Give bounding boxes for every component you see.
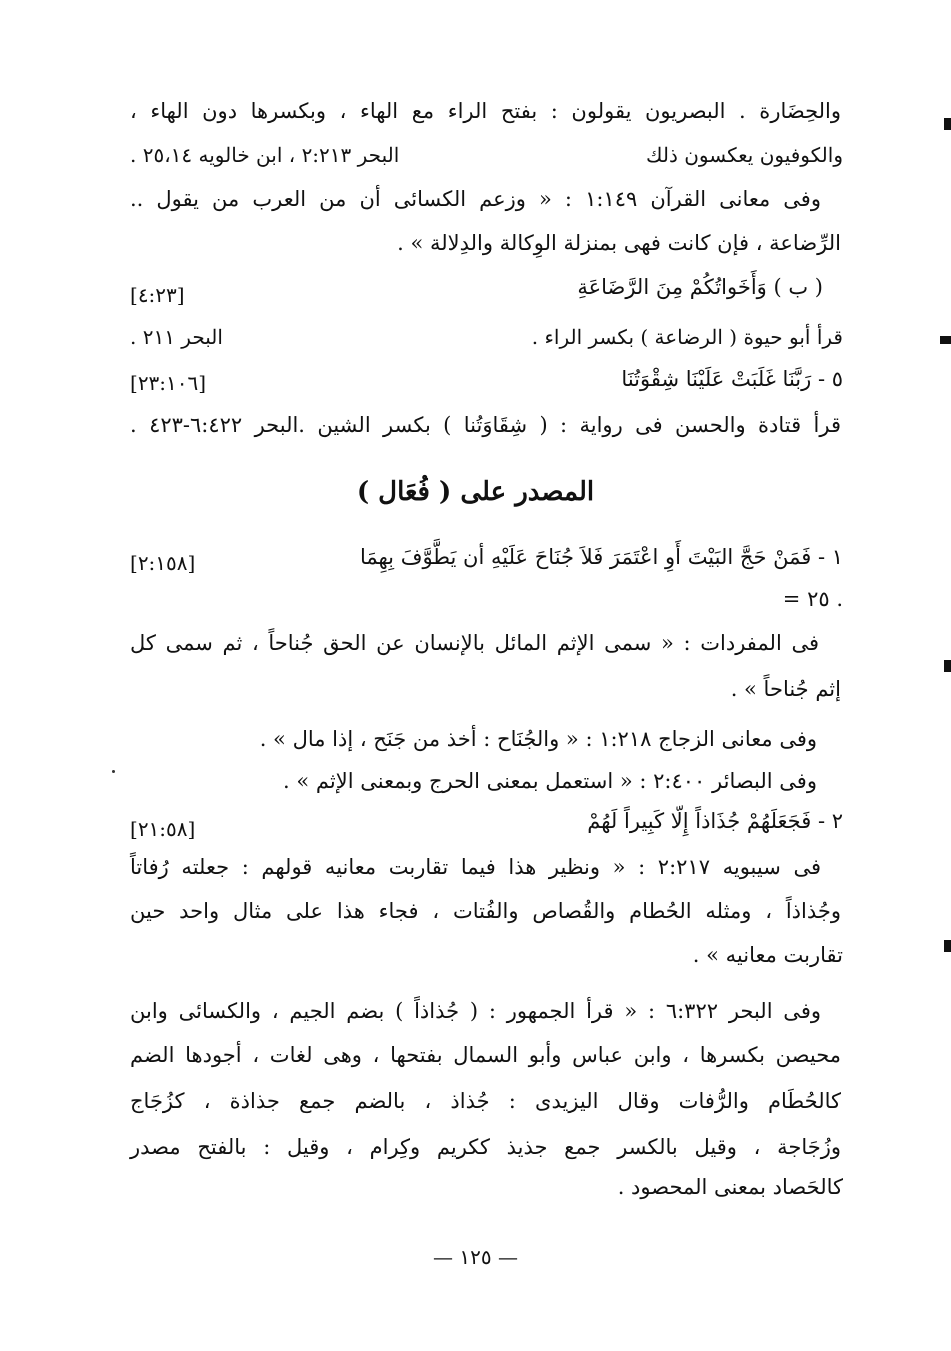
text-line: كالحَصاد بمعنى المحصود . xyxy=(617,1175,843,1199)
text-line: تقاربت معانيه » . xyxy=(692,943,843,967)
quran-verse: ٢ - فَجَعَلَهُمْ جُذَاذاً إِلّا كَبِيراً لَهُمْ xyxy=(587,809,843,833)
citation: البحر ٢١١ . xyxy=(130,325,223,349)
scan-mark xyxy=(944,660,951,672)
text-line: = ٢٥ . xyxy=(782,587,843,611)
text-line: فى سيبويه ٢:٢١٧ : « ونظير هذا فيما تقاربت معانيه قولهم : جعلته رُفاتاً xyxy=(130,855,821,879)
text-line: وفى معانى القرآن ١:١٤٩ : « وزعم الكسائى أن من العرب من يقول .. xyxy=(130,187,821,211)
verse-reference: [٤:٢٣] xyxy=(130,283,185,307)
scan-mark xyxy=(944,118,951,130)
text-line: وفى معانى الزجاج ١:٢١٨ : « والجُنَاح : أخذ من جَنَح ، إذا مال » . xyxy=(259,727,817,751)
scan-mark xyxy=(944,940,951,952)
verse-reference: [٢٣:١٠٦] xyxy=(130,371,207,395)
text-line: الرِّضاعة ، فإن كانت فهى بمنزلة الوِكالة والدِلالة » . xyxy=(397,231,841,255)
quran-verse: ٥ - رَبَّنَا غَلَبَتْ عَلَيْنَا شِقْوَتُنَا xyxy=(621,367,843,391)
scan-speck xyxy=(112,770,115,773)
text-line: قرأ أبو حيوة ( الرضاعة ) بكسر الراء . xyxy=(531,325,843,349)
text-line: كالحُطَام والرُّفات وقال اليزيدى : جُذاذ ، بالضم جمع جذاذة ، كزُجَاج xyxy=(130,1089,841,1113)
scan-mark xyxy=(940,336,951,344)
quran-verse: ١ - فَمَنْ حَجَّ البَيْتَ أَوِ اعْتَمَرَ فَلاَ جُنَاحَ عَلَيْهِ أن يَطَّوَّفَ بِهِمَا xyxy=(359,545,843,569)
text-line: إثم جُناحاً » . xyxy=(730,677,841,701)
text-line: وفى البحر ٦:٣٢٢ : « قرأ الجمهور : ( جُذاذاً ) بضم الجيم ، والكسائى وابن xyxy=(130,999,821,1023)
text-line: وفى البصائر ٢:٤٠٠ : « استعمل بمعنى الحرج وبمعنى الإثم » . xyxy=(283,769,817,793)
text-line: والكوفيون يعكسون ذلك xyxy=(646,143,843,167)
verse-reference: [٢:١٥٨] xyxy=(130,551,196,575)
citation: البحر ٢:٢١٣ ، ابن خالويه ٢٥،١٤ . xyxy=(130,143,400,167)
quran-verse: ( ب ) وَأَخَواتُكُمْ مِنَ الرَّضَاعَةِ xyxy=(577,275,823,299)
text-line: وزُجَاجة ، وقيل بالكسر جمع جذيذ ككريم وكِرام ، وقيل : بالفتح مصدر xyxy=(130,1135,841,1159)
text-line: وجُذاذاً ، ومثله الحُطام والقُصاص والفُتات ، فجاء هذا على مثال واحد حين xyxy=(130,899,841,923)
text-line: فى المفردات : « سمى الإثم المائل بالإنسان عن الحق جُناحاً ، ثم سمى كل xyxy=(130,631,819,655)
section-heading: المصدر على ( فُعَال ) xyxy=(356,477,595,507)
page-number: — ١٢٥ — xyxy=(433,1245,518,1269)
text-line: قرأ قتادة والحسن فى رواية : ( شِقَاوَتُنا ) بكسر الشين .البحر ٦:٤٢٢-٤٢٣ . xyxy=(130,413,841,437)
text-line: والحِضَارة . البصريون يقولون : بفتح الراء مع الهاء ، وبكسرها دون الهاء ، xyxy=(130,99,841,123)
verse-reference: [٢١:٥٨] xyxy=(130,817,196,841)
text-line: محيصن بكسرها ، وابن عباس وأبو السمال بفتحها ، وهى لغات ، أجودها الضم xyxy=(130,1043,841,1067)
